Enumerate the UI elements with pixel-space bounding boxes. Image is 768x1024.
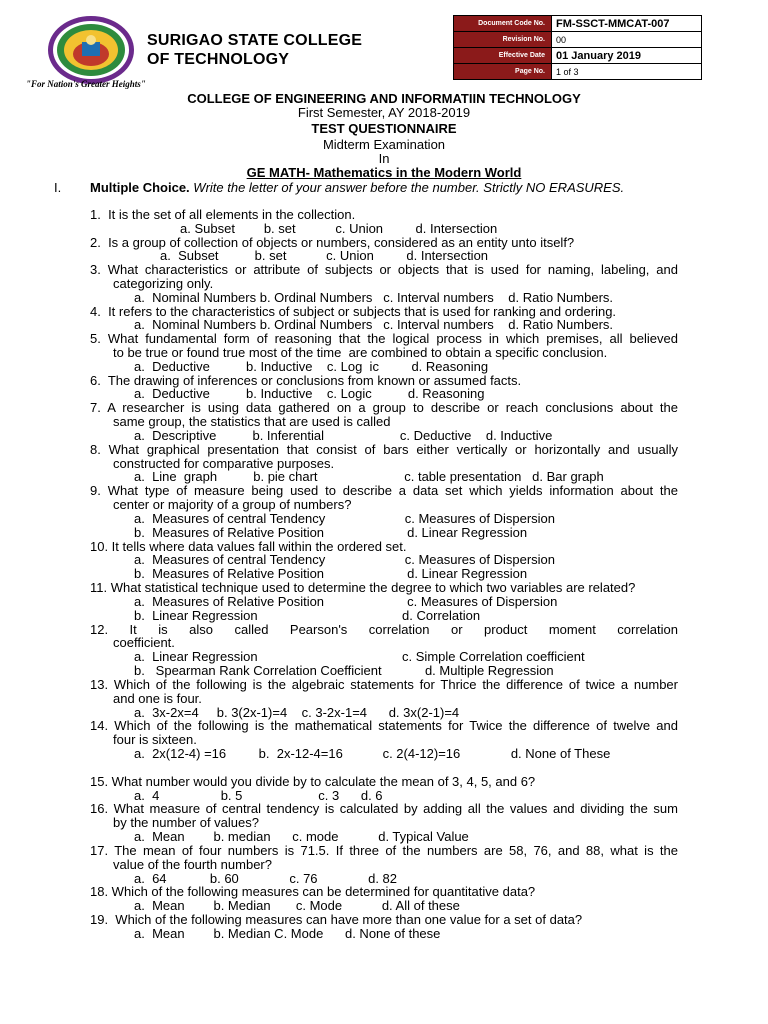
question-line: by the number of values? (113, 815, 259, 830)
question-line: a. Deductive b. Inductive c. Logic d. Reasoning (134, 386, 485, 401)
question-line: a. 4 b. 5 c. 3 d. 6 (134, 788, 383, 803)
doc-code-label: Document Code No. (454, 16, 552, 32)
semester-line: First Semester, AY 2018-2019 (297, 105, 471, 120)
question-line: 1. It is the set of all elements in the collection. (90, 207, 356, 222)
question-line: 9. What type of measure being used to describe a data set which yields information about the (90, 483, 678, 498)
doc-code-value: FM-SSCT-MMCAT-007 (552, 16, 702, 32)
question-line: a. 3x-2x=4 b. 3(2x-1)=4 c. 3-2x-1=4 d. 3x(2-1)=4 (134, 705, 460, 720)
exam-title: Midterm Examination (322, 137, 446, 152)
college-department-title: COLLEGE OF ENGINEERING AND INFORMATIIN TECHNOLOGY (187, 91, 581, 106)
question-line: 12. It is also called Pearson's correlation or product moment correlation (90, 622, 678, 637)
question-line: b. Linear Regression d. Correlation (134, 608, 481, 623)
question-line: same group, the statistics that are used is called (113, 414, 391, 429)
section-numeral: I. (54, 180, 62, 195)
question-line: 3. What characteristics or attribute of subjects or objects that is used for naming, labeling, and (90, 262, 678, 277)
question-line: four is sixteen. (113, 732, 197, 747)
school-name-line1: SURIGAO STATE COLLEGE (147, 32, 363, 49)
question-line: 18. Which of the following measures can be determined for quantitative data? (90, 884, 536, 899)
question-line: a. Mean b. median c. mode d. Typical Value (134, 829, 469, 844)
in-word: In (378, 151, 390, 166)
question-line: categorizing only. (113, 276, 214, 291)
question-line: a. Line graph b. pie chart c. table presentation d. Bar graph (134, 469, 604, 484)
question-line: a. Measures of central Tendency c. Measures of Dispersion (134, 552, 555, 567)
question-line: 2. Is a group of collection of objects or numbers, considered as an entity unto itself? (90, 235, 575, 250)
question-line: a. Linear Regression c. Simple Correlation coefficient (134, 649, 585, 664)
question-line: center or majority of a group of numbers? (113, 497, 352, 512)
college-seal-logo (46, 14, 136, 86)
question-line: b. Measures of Relative Position d. Linear Regression (134, 525, 528, 540)
question-line: 8. What graphical presentation that consist of bars either vertically or horizontally and usually (90, 442, 678, 457)
question-line: a. Measures of central Tendency c. Measures of Dispersion (134, 511, 555, 526)
question-line: a. Measures of Relative Position c. Measures of Dispersion (134, 594, 558, 609)
school-motto: "For Nation's Greater Heights" (26, 79, 146, 89)
document-control-table (453, 15, 702, 80)
course-title: GE MATH- Mathematics in the Modern World (246, 165, 522, 180)
question-line: and one is four. (113, 691, 202, 706)
section-instruction-text: Write the letter of your answer before the number. Strictly NO ERASURES. (193, 180, 625, 195)
question-line: 7. A researcher is using data gathered on a group to describe or reach conclusions about the (90, 400, 678, 415)
question-line: 19. Which of the following measures can have more than one value for a set of data? (90, 912, 583, 927)
question-line: a. Mean b. Median C. Mode d. None of these (134, 926, 441, 941)
question-line: a. Mean b. Median c. Mode d. All of these (134, 898, 460, 913)
revision-label: Revision No. (454, 32, 552, 48)
page-no-value: 1 of 3 (552, 64, 702, 80)
question-line: 6. The drawing of inferences or conclusions from known or assumed facts. (90, 373, 522, 388)
question-line: 13. Which of the following is the algebraic statements for Thrice the difference of twice a number (90, 677, 678, 692)
revision-value: 00 (552, 32, 702, 48)
question-line: 5. What fundamental form of reasoning that the logical process in which premises, all believed (90, 331, 678, 346)
question-line: a. Nominal Numbers b. Ordinal Numbers c. Interval numbers d. Ratio Numbers. (134, 290, 614, 305)
question-line: coefficient. (113, 635, 175, 650)
question-line: 15. What number would you divide by to calculate the mean of 3, 4, 5, and 6? (90, 774, 536, 789)
question-line: a. Nominal Numbers b. Ordinal Numbers c. Interval numbers d. Ratio Numbers. (134, 317, 614, 332)
question-line: a. 2x(12-4) =16 b. 2x-12-4=16 c. 2(4-12)=16 d. None of These (134, 746, 611, 761)
effective-date-value: 01 January 2019 (552, 48, 702, 64)
question-line: 4. It refers to the characteristics of subject or subjects that is used for ranking and ordering. (90, 304, 617, 319)
question-line: value of the fourth number? (113, 857, 272, 872)
question-line: a. Descriptive b. Inferential c. Deductive d. Inductive (134, 428, 553, 443)
effective-date-label: Effective Date (454, 48, 552, 64)
question-line: 14. Which of the following is the mathematical statements for Twice the difference of twelve and (90, 718, 678, 733)
section-instructions (90, 181, 624, 195)
question-line: 17. The mean of four numbers is 71.5. If three of the numbers are 58, 76, and 88, what is the (90, 843, 678, 858)
question-line: a. 64 b. 60 c. 76 d. 82 (134, 871, 398, 886)
question-line: 10. It tells where data values fall within the ordered set. (90, 539, 407, 554)
question-line: b. Measures of Relative Position d. Linear Regression (134, 566, 528, 581)
question-line: a. Deductive b. Inductive c. Log ic d. Reasoning (134, 359, 489, 374)
question-line: 16. What measure of central tendency is calculated by adding all the values and dividing the sum (90, 801, 678, 816)
school-name-line2: OF TECHNOLOGY (147, 51, 290, 68)
section-heading: Multiple Choice. (90, 180, 190, 195)
questionnaire-title: TEST QUESTIONNAIRE (311, 121, 457, 136)
question-line: to be true or found true most of the time are combined to obtain a specific conclusion. (113, 345, 608, 360)
question-line: constructed for comparative purposes. (113, 456, 335, 471)
question-line: 11. What statistical technique used to determine the degree to which two variables are related? (90, 580, 636, 595)
question-line: b. Spearman Rank Correlation Coefficient d. Multiple Regression (134, 663, 554, 678)
page-no-label: Page No. (454, 64, 552, 80)
question-line: a. Subset b. set c. Union d. Intersection (160, 248, 489, 263)
question-line: a. Subset b. set c. Union d. Intersection (180, 221, 498, 236)
